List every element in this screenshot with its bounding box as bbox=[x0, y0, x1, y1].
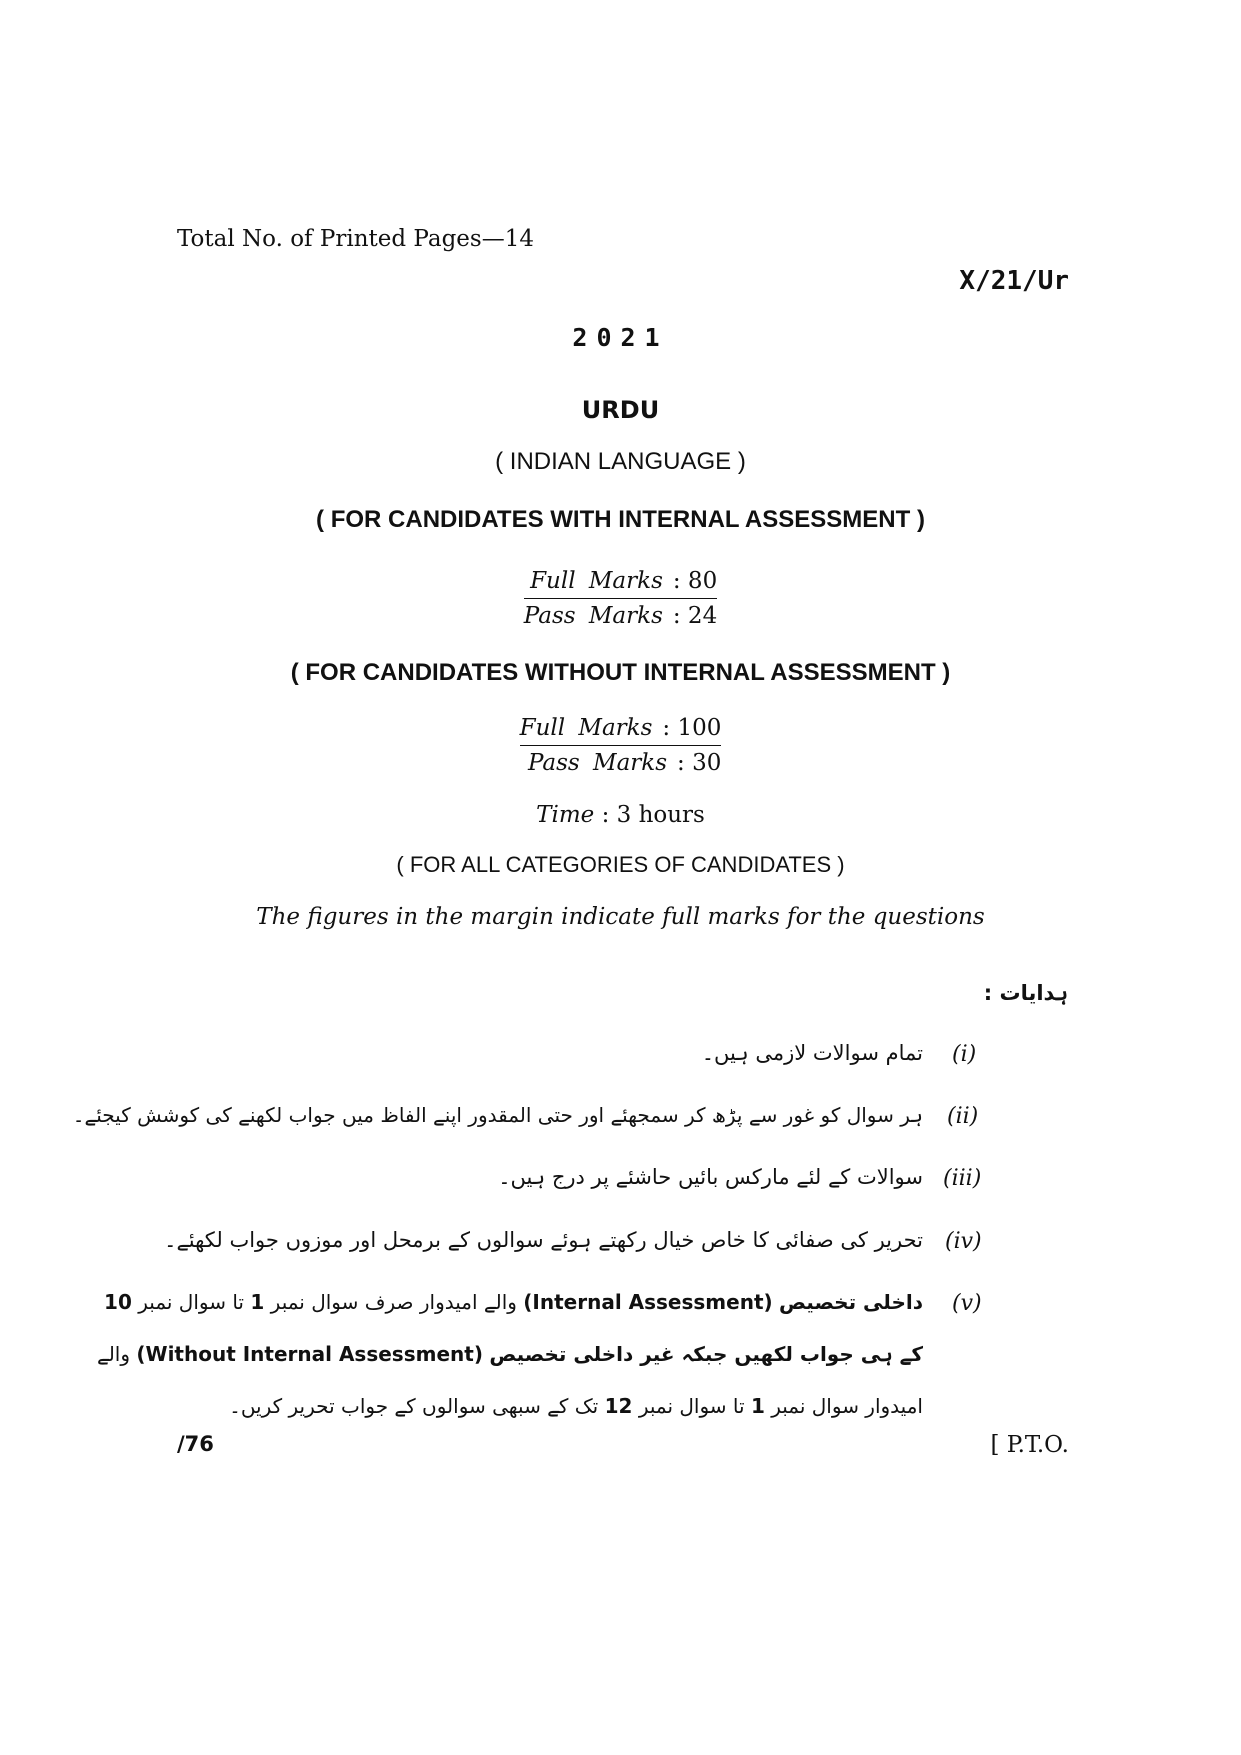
full-marks-value: : 80 bbox=[672, 568, 718, 594]
question-number: 1 bbox=[250, 1290, 265, 1314]
question-number: 1 bbox=[750, 1394, 765, 1418]
subject-title: URDU bbox=[581, 396, 660, 424]
full-marks-row bbox=[524, 564, 717, 599]
instruction-text-line-1 bbox=[104, 1290, 923, 1314]
without-internal-english: (Without Internal Assessment) bbox=[136, 1342, 483, 1366]
instruction-number: (iii) bbox=[943, 1166, 982, 1191]
question-number: 12 bbox=[604, 1394, 633, 1418]
without-internal-heading: ( FOR CANDIDATES WITHOUT INTERNAL ASSESSMENT ) bbox=[290, 659, 951, 686]
without-internal-urdu: کے ہی جواب لکھیں جبکہ غیر داخلی تخصیص bbox=[489, 1342, 923, 1366]
instruction-fragment: تا سوال نمبر bbox=[138, 1290, 245, 1314]
instruction-number: (ii) bbox=[947, 1104, 979, 1129]
pass-marks-row bbox=[524, 599, 717, 633]
instruction-fragment: تک کے سبھی سوالوں کے جواب تحریر کریں۔ bbox=[229, 1394, 599, 1418]
instruction-fragment: والے امیدوار صرف سوال نمبر bbox=[270, 1290, 517, 1314]
with-internal-heading: ( FOR CANDIDATES WITH INTERNAL ASSESSMENT ) bbox=[316, 506, 925, 533]
pass-marks-row bbox=[520, 746, 722, 780]
instruction-number: (v) bbox=[952, 1291, 982, 1316]
exam-time bbox=[0, 802, 1241, 828]
pass-marks-label: Pass Marks bbox=[523, 603, 663, 629]
total-printed-pages: Total No. of Printed Pages—14 bbox=[177, 226, 534, 252]
please-turn-over: [ P.T.O. bbox=[990, 1432, 1069, 1458]
instruction-text-line-2 bbox=[96, 1342, 923, 1366]
question-number: 10 bbox=[104, 1290, 132, 1314]
internal-assessment-urdu: داخلی تخصیص bbox=[779, 1290, 923, 1314]
time-label: Time bbox=[536, 802, 595, 828]
instruction-fragment: والے bbox=[96, 1342, 131, 1366]
paper-code: X/21/Ur bbox=[959, 266, 1069, 296]
pass-marks-value: : 24 bbox=[672, 603, 718, 629]
instruction-text: سوالات کے لئے مارکس بائیں حاشئے پر درج ہیں۔ bbox=[498, 1165, 923, 1189]
instruction-text-line-3 bbox=[229, 1394, 923, 1418]
instruction-text: ہر سوال کو غور سے پڑھ کر سمجھئے اور حتی المقدور اپنے الفاظ میں جواب لکھنے کی کوشش کیجئے۔ bbox=[72, 1103, 923, 1127]
internal-assessment-english: (Internal Assessment) bbox=[523, 1290, 773, 1314]
instruction-number: (i) bbox=[952, 1042, 977, 1067]
language-note: ( INDIAN LANGUAGE ) bbox=[495, 448, 746, 475]
instruction-text: تحریر کی صفائی کا خاص خیال رکھتے ہوئے سوالوں کے برمحل اور موزوں جواب لکھئے۔ bbox=[164, 1228, 923, 1252]
marks-without-internal bbox=[0, 711, 1241, 780]
instruction-fragment: امیدوار سوال نمبر bbox=[771, 1394, 923, 1418]
instruction-number: (iv) bbox=[945, 1229, 982, 1254]
full-marks-label: Full Marks bbox=[530, 568, 663, 594]
pass-marks-label: Pass Marks bbox=[527, 750, 668, 776]
exam-year: 2021 bbox=[572, 323, 669, 352]
margin-marks-note: The figures in the margin indicate full marks for the questions bbox=[256, 904, 985, 930]
pass-marks-value: : 30 bbox=[677, 750, 722, 776]
instruction-fragment: تا سوال نمبر bbox=[638, 1394, 745, 1418]
instructions-heading: ہدایات : bbox=[983, 981, 1068, 1005]
time-value: : 3 hours bbox=[601, 802, 705, 828]
page-code: /76 bbox=[177, 1432, 214, 1456]
full-marks-value: : 100 bbox=[662, 715, 722, 741]
instruction-text: تمام سوالات لازمی ہیں۔ bbox=[701, 1041, 923, 1065]
all-categories-note: ( FOR ALL CATEGORIES OF CANDIDATES ) bbox=[396, 852, 845, 877]
full-marks-row bbox=[520, 711, 722, 746]
full-marks-label: Full Marks bbox=[519, 715, 653, 741]
marks-with-internal bbox=[0, 564, 1241, 633]
